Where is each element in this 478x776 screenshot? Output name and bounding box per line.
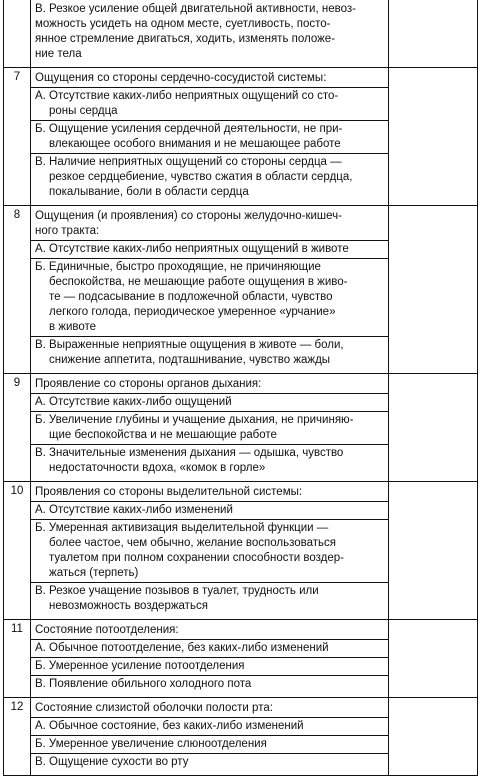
answer-option-line: А. Обычное состояние, без каких-либо изменений — [35, 720, 304, 732]
answer-option-line: невозможность воздержаться — [49, 600, 208, 612]
item-heading-line: ного тракта: — [35, 225, 100, 237]
table-row — [4, 482, 478, 620]
item-heading-line: Проявление со стороны органов дыхания: — [35, 378, 262, 390]
answer-option — [31, 717, 388, 734]
score-cell[interactable] — [389, 206, 478, 374]
item-text-cell — [31, 482, 389, 620]
answer-option-line: А. Отсутствие каких-либо неприятных ощущений в животе — [35, 243, 349, 255]
answer-option — [31, 657, 388, 674]
answer-option-line: В. Резкое усиление общей двигательной активности, невоз- — [35, 3, 356, 15]
answer-option — [31, 393, 388, 410]
answer-option-line: В. Наличие неприятных ощущений со стороны сердца — — [35, 156, 342, 168]
item-text-cell — [31, 0, 389, 68]
table-row — [4, 0, 478, 68]
table-row — [4, 374, 478, 482]
item-number: 7 — [4, 68, 31, 206]
answer-option-line: недостаточности вдоха, «комок в горле» — [49, 462, 266, 474]
answer-option-line: А. Отсутствие каких-либо изменений — [35, 504, 233, 516]
answer-option-line: легкого голода, периодическое умеренное «урчание» — [49, 306, 336, 318]
answer-option — [31, 753, 388, 770]
table-row — [4, 698, 478, 776]
answer-option-line: В. Резкое учащение позывов в туалет, трудность или — [35, 585, 319, 597]
item-number: 11 — [4, 620, 31, 698]
answer-option-line: покалывание, боли в области сердца — [49, 186, 249, 198]
questionnaire-table — [3, 0, 478, 776]
answer-option — [35, 2, 384, 62]
answer-option-line: Б. Умеренное усиление потоотделения — [35, 660, 245, 672]
score-cell[interactable] — [389, 482, 478, 620]
item-number: 12 — [4, 698, 31, 776]
answer-option — [31, 258, 388, 335]
answer-option — [31, 519, 388, 581]
table-row — [4, 68, 478, 206]
answer-option — [31, 444, 388, 476]
score-cell[interactable] — [389, 374, 478, 482]
item-heading-line: Ощущения со стороны сердечно-сосудистой системы: — [35, 72, 327, 84]
table-row — [4, 620, 478, 698]
answer-option — [31, 411, 388, 443]
answer-option-line: жаться (терпеть) — [49, 567, 139, 579]
item-text-cell — [31, 620, 389, 698]
answer-option — [31, 120, 388, 152]
answer-option-line: ние тела — [35, 48, 82, 60]
answer-option-line: Б. Умеренное увеличение слюноотделения — [35, 738, 267, 750]
item-number: 10 — [4, 482, 31, 620]
answer-option-line: В. Появление обильного холодного пота — [35, 678, 252, 690]
item-number: 9 — [4, 374, 31, 482]
answer-option-line: В. Ощущение сухости во рту — [35, 756, 189, 768]
item-heading-line: Проявления со стороны выделительной системы: — [35, 486, 303, 498]
answer-option — [31, 735, 388, 752]
answer-option-line: более частое, чем обычно, желание воспользоваться — [49, 537, 337, 549]
answer-option-line: А. Отсутствие каких-либо неприятных ощущений со сто- — [35, 90, 339, 102]
score-cell[interactable] — [389, 68, 478, 206]
answer-option-line: А. Отсутствие каких-либо ощущений — [35, 396, 232, 408]
answer-option-line: те — подсасывание в подложечной области, чувство — [49, 291, 333, 303]
item-heading-line: Ощущения (и проявления) со стороны желудочно-кишеч- — [35, 210, 342, 222]
answer-option-line: В. Выраженные неприятные ощущения в животе — боли, — [35, 339, 344, 351]
item-number — [4, 0, 31, 68]
item-heading-line: Состояние потоотделения: — [35, 624, 179, 636]
answer-option — [31, 582, 388, 614]
answer-option-line: влекающее особого внимания и не мешающее работе — [49, 138, 341, 150]
item-number: 8 — [4, 206, 31, 374]
table-row — [4, 206, 478, 374]
score-cell[interactable] — [389, 620, 478, 698]
item-text-cell — [31, 374, 389, 482]
answer-option-line: щие беспокойства и не мешающие работе — [49, 429, 277, 441]
answer-option-line: снижение аппетита, подташнивание, чувство жажды — [49, 354, 331, 366]
answer-option-line: туалетом при полном сохранении способности воздер- — [49, 552, 344, 564]
item-text-cell — [31, 206, 389, 374]
answer-option-line: А. Обычное потоотделение, без каких-либо изменений — [35, 642, 329, 654]
answer-option — [31, 675, 388, 692]
answer-option-line: резкое сердцебиение, чувство сжатия в области сердца, — [49, 171, 353, 183]
answer-option-line: роны сердца — [49, 105, 118, 117]
item-text-cell — [31, 698, 389, 776]
answer-option — [31, 639, 388, 656]
answer-option-line: Б. Единичные, быстро проходящие, не причиняющие — [35, 261, 321, 273]
answer-option — [31, 240, 388, 257]
answer-option-line: в животе — [49, 321, 97, 333]
answer-option-line: янное стремление двигаться, ходить, изменять положе- — [35, 33, 336, 45]
answer-option-line: В. Значительные изменения дыхания — одышка, чувство — [35, 447, 344, 459]
answer-option — [31, 87, 388, 119]
item-heading-line: Состояние слизистой оболочки полости рта: — [35, 702, 273, 714]
answer-option-line: беспокойства, не мешающие работе ощущения в живо- — [49, 276, 348, 288]
answer-option-line: Б. Умеренная активизация выделительной функции — — [35, 522, 329, 534]
score-cell[interactable] — [389, 0, 478, 68]
item-text-cell — [31, 68, 389, 206]
score-cell[interactable] — [389, 698, 478, 776]
answer-option — [31, 153, 388, 200]
answer-option-line: можность усидеть на одном месте, суетливость, посто- — [35, 18, 331, 30]
answer-option-line: Б. Ощущение усиления сердечной деятельности, не при- — [35, 123, 343, 135]
answer-option — [31, 501, 388, 518]
answer-option — [31, 336, 388, 368]
answer-option-line: Б. Увеличение глубины и учащение дыхания, не причиняю- — [35, 414, 354, 426]
